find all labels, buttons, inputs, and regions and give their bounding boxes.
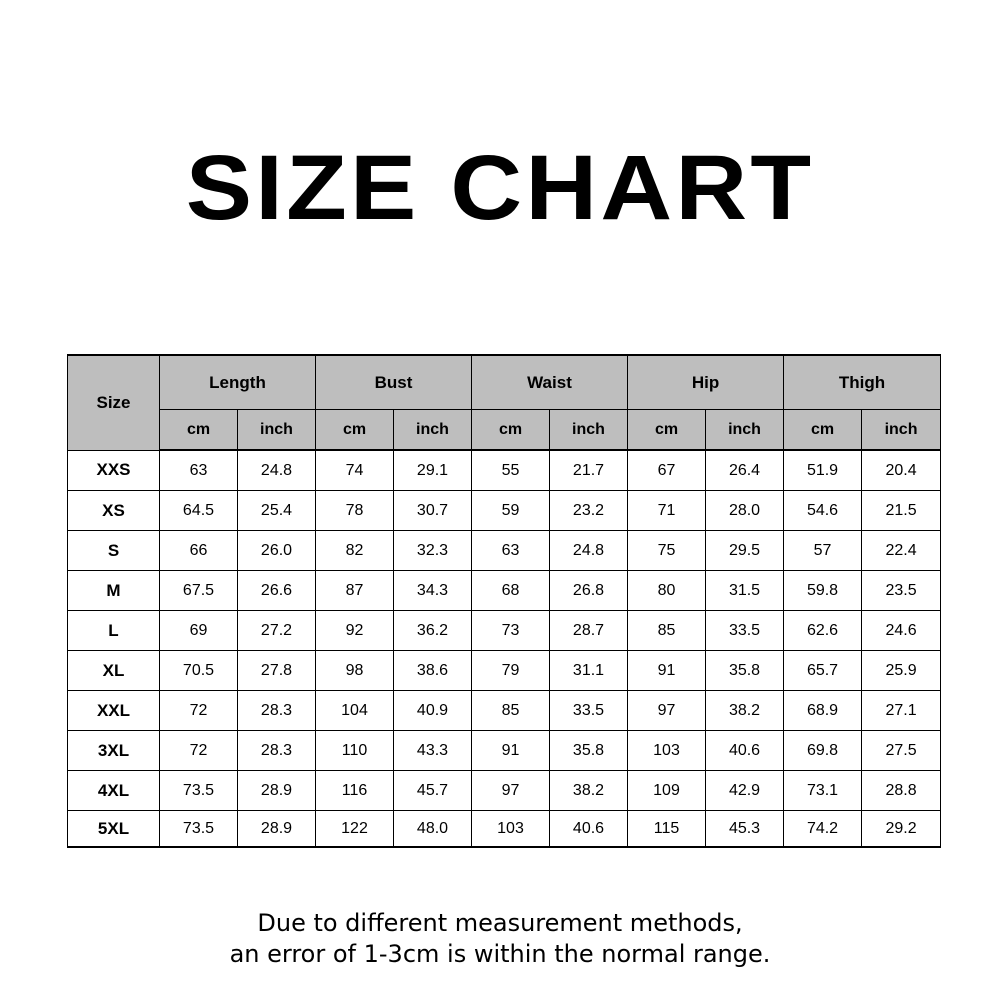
cell-waist-inch: 28.7 <box>550 611 628 651</box>
cell-thigh-cm: 68.9 <box>784 691 862 731</box>
cell-thigh-inch: 21.5 <box>862 491 941 531</box>
cell-hip-inch: 40.6 <box>706 731 784 771</box>
size-label-cell: 4XL <box>68 771 160 811</box>
cell-hip-cm: 91 <box>628 651 706 691</box>
table-row <box>68 531 941 571</box>
cell-length-inch: 26.6 <box>238 571 316 611</box>
table-row <box>68 771 941 811</box>
cell-thigh-inch: 25.9 <box>862 651 941 691</box>
cell-waist-inch: 33.5 <box>550 691 628 731</box>
cell-hip-inch: 26.4 <box>706 450 784 491</box>
cell-length-cm: 72 <box>160 731 238 771</box>
page-title: SIZE CHART <box>185 137 815 239</box>
cell-length-inch: 28.9 <box>238 811 316 848</box>
cell-waist-cm: 91 <box>472 731 550 771</box>
cell-bust-cm: 122 <box>316 811 394 848</box>
cell-hip-inch: 29.5 <box>706 531 784 571</box>
cell-waist-cm: 63 <box>472 531 550 571</box>
cell-hip-cm: 103 <box>628 731 706 771</box>
cell-waist-inch: 31.1 <box>550 651 628 691</box>
size-label-cell: 3XL <box>68 731 160 771</box>
cell-length-inch: 27.2 <box>238 611 316 651</box>
cell-waist-inch: 35.8 <box>550 731 628 771</box>
cell-bust-cm: 92 <box>316 611 394 651</box>
cell-waist-cm: 97 <box>472 771 550 811</box>
cell-bust-cm: 74 <box>316 450 394 491</box>
cell-waist-inch: 26.8 <box>550 571 628 611</box>
cell-thigh-cm: 62.6 <box>784 611 862 651</box>
size-chart-table <box>67 354 941 848</box>
header-unit-row <box>68 410 941 451</box>
cell-hip-inch: 38.2 <box>706 691 784 731</box>
size-table-body <box>68 450 941 847</box>
cell-thigh-cm: 65.7 <box>784 651 862 691</box>
cell-bust-inch: 43.3 <box>394 731 472 771</box>
cell-bust-inch: 40.9 <box>394 691 472 731</box>
table-row <box>68 691 941 731</box>
cell-hip-cm: 75 <box>628 531 706 571</box>
cell-waist-cm: 85 <box>472 691 550 731</box>
cell-hip-inch: 35.8 <box>706 651 784 691</box>
cell-thigh-cm: 51.9 <box>784 450 862 491</box>
cell-length-cm: 72 <box>160 691 238 731</box>
cell-bust-cm: 104 <box>316 691 394 731</box>
cell-bust-cm: 78 <box>316 491 394 531</box>
unit-header-hip-inch: inch <box>706 410 784 451</box>
table-row <box>68 450 941 491</box>
cell-thigh-inch: 28.8 <box>862 771 941 811</box>
cell-bust-inch: 45.7 <box>394 771 472 811</box>
cell-bust-inch: 29.1 <box>394 450 472 491</box>
cell-thigh-inch: 27.1 <box>862 691 941 731</box>
cell-length-cm: 73.5 <box>160 811 238 848</box>
size-label-cell: XXS <box>68 450 160 491</box>
table-row <box>68 731 941 771</box>
measurement-note-line-1: Due to different measurement methods, <box>257 909 743 937</box>
cell-waist-inch: 38.2 <box>550 771 628 811</box>
cell-thigh-inch: 29.2 <box>862 811 941 848</box>
unit-header-hip-cm: cm <box>628 410 706 451</box>
cell-thigh-cm: 54.6 <box>784 491 862 531</box>
cell-bust-inch: 48.0 <box>394 811 472 848</box>
header-group-row <box>68 355 941 410</box>
cell-length-cm: 64.5 <box>160 491 238 531</box>
unit-header-thigh-inch: inch <box>862 410 941 451</box>
cell-length-inch: 28.9 <box>238 771 316 811</box>
cell-length-inch: 28.3 <box>238 731 316 771</box>
group-header-hip: Hip <box>628 355 784 410</box>
size-label-cell: M <box>68 571 160 611</box>
cell-hip-inch: 33.5 <box>706 611 784 651</box>
size-label-cell: L <box>68 611 160 651</box>
cell-hip-cm: 67 <box>628 450 706 491</box>
cell-thigh-inch: 23.5 <box>862 571 941 611</box>
cell-hip-cm: 109 <box>628 771 706 811</box>
measurement-note-line-2: an error of 1-3cm is within the normal range. <box>229 940 771 968</box>
cell-bust-cm: 82 <box>316 531 394 571</box>
cell-hip-cm: 115 <box>628 811 706 848</box>
cell-bust-inch: 30.7 <box>394 491 472 531</box>
cell-bust-cm: 87 <box>316 571 394 611</box>
table-row <box>68 811 941 848</box>
size-column-header: Size <box>68 355 160 450</box>
cell-waist-inch: 23.2 <box>550 491 628 531</box>
cell-bust-inch: 32.3 <box>394 531 472 571</box>
cell-length-inch: 24.8 <box>238 450 316 491</box>
cell-length-inch: 25.4 <box>238 491 316 531</box>
cell-thigh-inch: 22.4 <box>862 531 941 571</box>
cell-hip-inch: 45.3 <box>706 811 784 848</box>
table-row <box>68 611 941 651</box>
cell-bust-inch: 38.6 <box>394 651 472 691</box>
size-label-cell: XXL <box>68 691 160 731</box>
unit-header-waist-cm: cm <box>472 410 550 451</box>
group-header-length: Length <box>160 355 316 410</box>
cell-hip-inch: 31.5 <box>706 571 784 611</box>
size-label-cell: 5XL <box>68 811 160 848</box>
group-header-bust: Bust <box>316 355 472 410</box>
cell-waist-inch: 40.6 <box>550 811 628 848</box>
cell-waist-cm: 103 <box>472 811 550 848</box>
unit-header-thigh-cm: cm <box>784 410 862 451</box>
cell-waist-inch: 21.7 <box>550 450 628 491</box>
cell-length-inch: 26.0 <box>238 531 316 571</box>
cell-bust-inch: 34.3 <box>394 571 472 611</box>
unit-header-waist-inch: inch <box>550 410 628 451</box>
cell-waist-cm: 68 <box>472 571 550 611</box>
cell-bust-cm: 110 <box>316 731 394 771</box>
cell-waist-cm: 79 <box>472 651 550 691</box>
cell-length-cm: 73.5 <box>160 771 238 811</box>
cell-waist-cm: 73 <box>472 611 550 651</box>
cell-hip-cm: 71 <box>628 491 706 531</box>
unit-header-length-cm: cm <box>160 410 238 451</box>
cell-thigh-cm: 57 <box>784 531 862 571</box>
cell-hip-cm: 85 <box>628 611 706 651</box>
cell-bust-cm: 116 <box>316 771 394 811</box>
cell-thigh-inch: 20.4 <box>862 450 941 491</box>
size-label-cell: XL <box>68 651 160 691</box>
table-row <box>68 491 941 531</box>
cell-hip-cm: 80 <box>628 571 706 611</box>
table-row <box>68 651 941 691</box>
unit-header-bust-inch: inch <box>394 410 472 451</box>
cell-waist-cm: 59 <box>472 491 550 531</box>
size-label-cell: S <box>68 531 160 571</box>
cell-length-cm: 66 <box>160 531 238 571</box>
cell-thigh-cm: 74.2 <box>784 811 862 848</box>
group-header-waist: Waist <box>472 355 628 410</box>
size-label-cell: XS <box>68 491 160 531</box>
cell-hip-inch: 42.9 <box>706 771 784 811</box>
cell-length-cm: 70.5 <box>160 651 238 691</box>
cell-length-cm: 67.5 <box>160 571 238 611</box>
cell-thigh-cm: 73.1 <box>784 771 862 811</box>
cell-thigh-cm: 69.8 <box>784 731 862 771</box>
cell-length-inch: 27.8 <box>238 651 316 691</box>
cell-hip-cm: 97 <box>628 691 706 731</box>
group-header-thigh: Thigh <box>784 355 941 410</box>
cell-bust-inch: 36.2 <box>394 611 472 651</box>
unit-header-bust-cm: cm <box>316 410 394 451</box>
cell-bust-cm: 98 <box>316 651 394 691</box>
cell-waist-cm: 55 <box>472 450 550 491</box>
cell-length-cm: 69 <box>160 611 238 651</box>
table-row <box>68 571 941 611</box>
unit-header-length-inch: inch <box>238 410 316 451</box>
cell-waist-inch: 24.8 <box>550 531 628 571</box>
cell-thigh-inch: 24.6 <box>862 611 941 651</box>
cell-thigh-cm: 59.8 <box>784 571 862 611</box>
cell-length-cm: 63 <box>160 450 238 491</box>
cell-length-inch: 28.3 <box>238 691 316 731</box>
cell-thigh-inch: 27.5 <box>862 731 941 771</box>
cell-hip-inch: 28.0 <box>706 491 784 531</box>
